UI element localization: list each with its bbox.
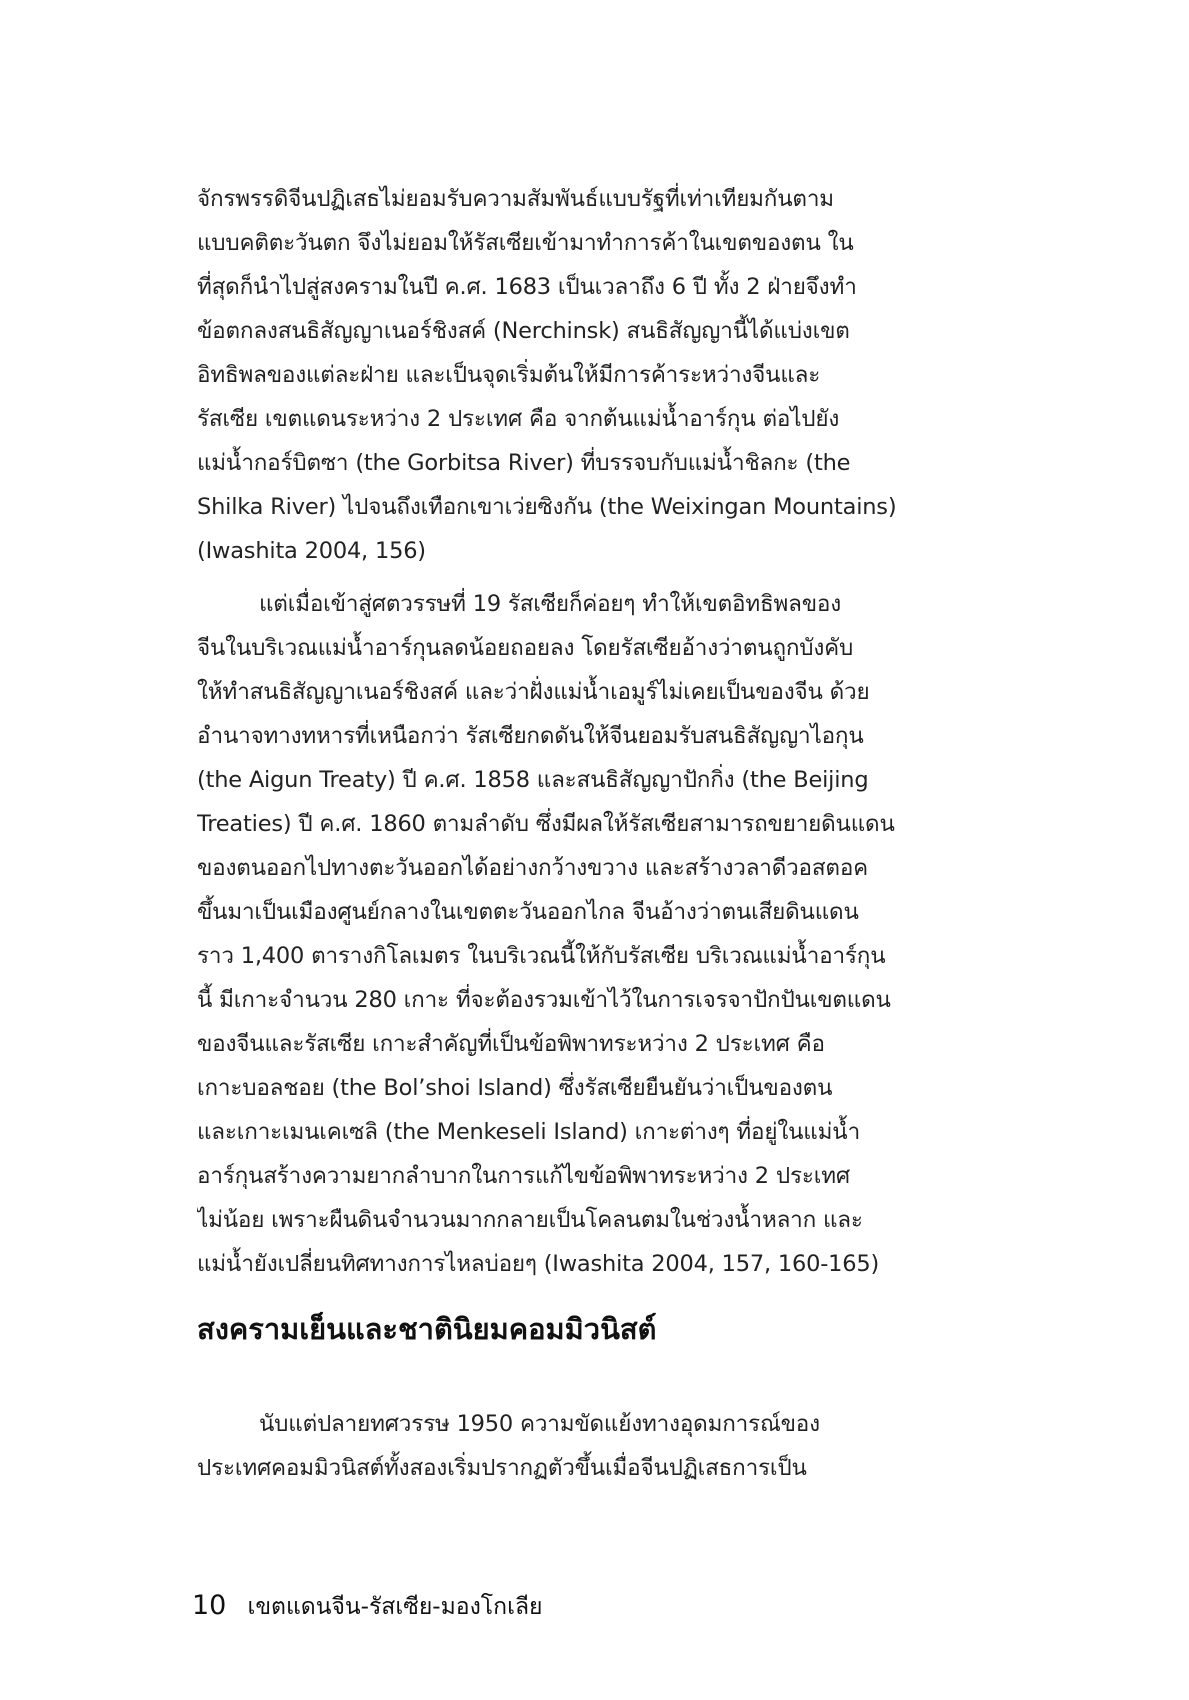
text-line: และเกาะเมนเคเซลิ (the Menkeseli Island) เกาะต่างๆ ที่อยู่ในแม่น้ำ <box>197 1119 861 1145</box>
text-line: รัสเซีย เขตแดนระหว่าง 2 ประเทศ คือ จากต้นแม่น้ำอาร์กุน ต่อไปยัง <box>197 406 840 432</box>
text-line: (Iwashita 2004, 156) <box>197 538 426 564</box>
text-line: เกาะบอลชอย (the Bol’shoi Island) ซึ่งรัสเซียยืนยันว่าเป็นของตน <box>197 1075 833 1101</box>
text-line: นับแต่ปลายทศวรรษ 1950 ความขัดแย้งทางอุดมการณ์ของ <box>259 1411 820 1437</box>
paragraph-2 <box>197 582 967 1286</box>
text-line: Shilka River) ไปจนถึงเทือกเขาเว่ยซิงกัน (the Weixingan Mountains) <box>197 494 897 520</box>
text-line: อาร์กุนสร้างความยากลำบากในการแก้ไขข้อพิพาทระหว่าง 2 ประเทศ <box>197 1163 850 1189</box>
paragraph-1 <box>197 177 967 573</box>
text-line: (the Aigun Treaty) ปี ค.ศ. 1858 และสนธิสัญญาปักกิ่ง (the Beijing <box>197 767 869 793</box>
text-line: จักรพรรดิจีนปฏิเสธไม่ยอมรับความสัมพันธ์แบบรัฐที่เท่าเทียมกันตาม <box>197 186 834 212</box>
text-line: ของจีนและรัสเซีย เกาะสำคัญที่เป็นข้อพิพาทระหว่าง 2 ประเทศ คือ <box>197 1031 825 1057</box>
running-title: เขตแดนจีน-รัสเซีย-มองโกเลีย <box>247 1594 543 1620</box>
text-line: แม่น้ำกอร์บิตซา (the Gorbitsa River) ที่บรรจบกับแม่น้ำชิลกะ (the <box>197 450 851 476</box>
text-line: Treaties) ปี ค.ศ. 1860 ตามลำดับ ซึ่งมีผลให้รัสเซียสามารถขยายดินแดน <box>197 811 895 837</box>
text-line: แบบคติตะวันตก จึงไม่ยอมให้รัสเซียเข้ามาทำการค้าในเขตของตน ใน <box>197 230 854 256</box>
text-line: จีนในบริเวณแม่น้ำอาร์กุนลดน้อยถอยลง โดยรัสเซียอ้างว่าตนถูกบังคับ <box>197 635 854 661</box>
text-line: ให้ทำสนธิสัญญาเนอร์ชิงสค์ และว่าฝั่งแม่น้ำเอมูร์ไม่เคยเป็นของจีน ด้วย <box>197 679 870 705</box>
text-line: ที่สุดก็นำไปสู่สงครามในปี ค.ศ. 1683 เป็นเวลาถึง 6 ปี ทั้ง 2 ฝ่ายจึงทำ <box>197 274 857 300</box>
paragraph-3 <box>197 1402 967 1490</box>
text-line: แม่น้ำยังเปลี่ยนทิศทางการไหลบ่อยๆ (Iwashita 2004, 157, 160-165) <box>197 1251 880 1277</box>
text-line: อิทธิพลของแต่ละฝ่าย และเป็นจุดเริ่มต้นให้มีการค้าระหว่างจีนและ <box>197 362 821 388</box>
text-line: อำนาจทางทหารที่เหนือกว่า รัสเซียกดดันให้จีนยอมรับสนธิสัญญาไอกุน <box>197 723 864 749</box>
text-line: ขึ้นมาเป็นเมืองศูนย์กลางในเขตตะวันออกไกล จีนอ้างว่าตนเสียดินแดน <box>197 899 859 925</box>
text-line: แต่เมื่อเข้าสู่ศตวรรษที่ 19 รัสเซียก็ค่อยๆ ทำให้เขตอิทธิพลของ <box>259 591 841 617</box>
text-line: ประเทศคอมมิวนิสต์ทั้งสองเริ่มปรากฏตัวขึ้นเมื่อจีนปฏิเสธการเป็น <box>197 1455 807 1481</box>
section-heading: สงครามเย็นและชาตินิยมคอมมิวนิสต์ <box>197 1312 657 1346</box>
page-number: 10 <box>192 1590 227 1621</box>
text-line: ของตนออกไปทางตะวันออกได้อย่างกว้างขวาง และสร้างวลาดีวอสตอค <box>197 855 868 881</box>
text-line: ข้อตกลงสนธิสัญญาเนอร์ชิงสค์ (Nerchinsk) สนธิสัญญานี้ได้แบ่งเขต <box>197 318 850 344</box>
text-line: นี้ มีเกาะจำนวน 280 เกาะ ที่จะต้องรวมเข้าไว้ในการเจรจาปักปันเขตแดน <box>197 987 891 1013</box>
page-footer <box>192 1586 543 1626</box>
text-line: ราว 1,400 ตารางกิโลเมตร ในบริเวณนี้ให้กับรัสเซีย บริเวณแม่น้ำอาร์กุน <box>197 943 886 969</box>
text-line: ไม่น้อย เพราะผืนดินจำนวนมากกลายเป็นโคลนตมในช่วงน้ำหลาก และ <box>197 1207 863 1233</box>
